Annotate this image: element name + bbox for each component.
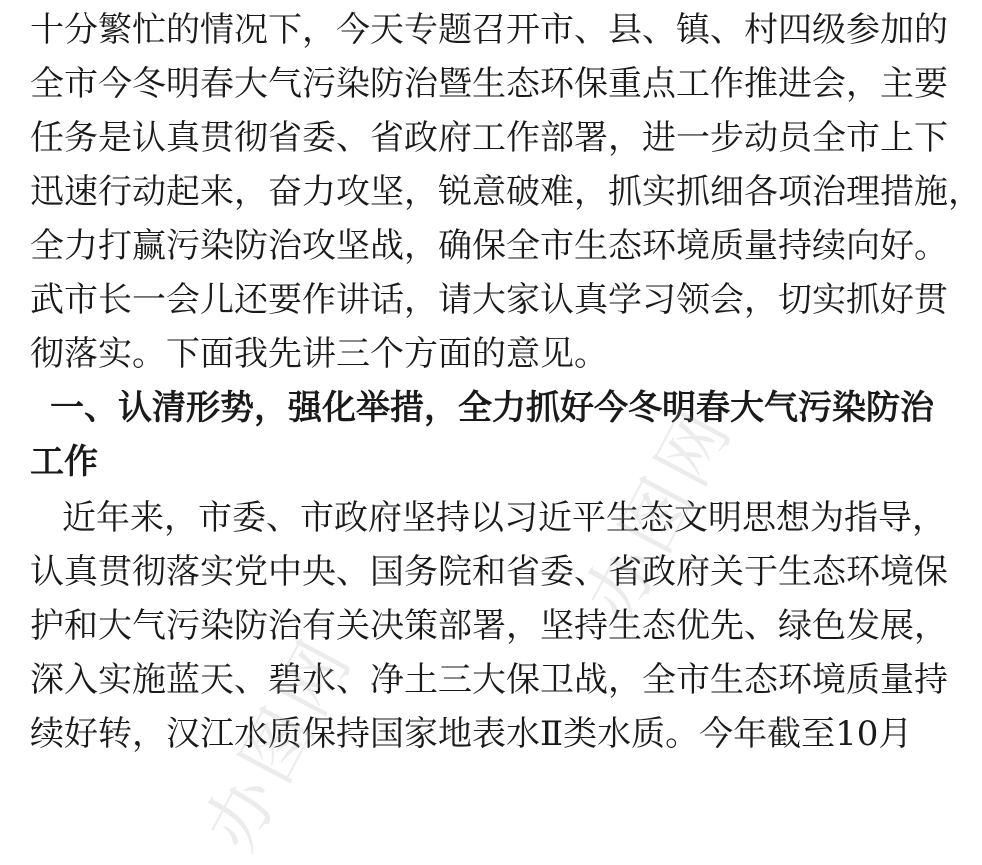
- section-heading-line-1: 一、认清形势，强化举措，全力抓好今冬明春大气污染防治: [50, 388, 934, 428]
- paragraph2-line-1: 近年来，市委、市政府坚持以习近平生态文明思想为指导，: [62, 498, 946, 538]
- watermark-text: 办图网: [569, 393, 749, 633]
- paragraph-line-7: 彻落实。下面我先讲三个方面的意见。: [30, 334, 608, 374]
- paragraph-line-4: 迅速行动起来，奋力攻坚，锐意破难，抓实抓细各项治理措施，: [30, 172, 982, 212]
- watermark-text: 办图网: [189, 623, 369, 863]
- paragraph-line-5: 全力打赢污染防治攻坚战，确保全市生态环境质量持续向好。: [30, 226, 948, 266]
- paragraph2-line-2: 认真贯彻落实党中央、国务院和省委、省政府关于生态环境保: [30, 552, 948, 592]
- paragraph2-line-4: 深入实施蓝天、碧水、净土三大保卫战，全市生态环境质量持: [30, 660, 948, 700]
- paragraph2-line-3: 护和大气污染防治有关决策部署，坚持生态优先、绿色发展，: [30, 606, 948, 646]
- paragraph-line-1: 十分繁忙的情况下，今天专题召开市、县、镇、村四级参加的: [30, 10, 948, 50]
- section-heading-line-2: 工作: [30, 442, 98, 482]
- paragraph-line-6: 武市长一会儿还要作讲话，请大家认真学习领会，切实抓好贯: [30, 280, 948, 320]
- paragraph-line-2: 全市今冬明春大气污染防治暨生态环保重点工作推进会，主要: [30, 64, 948, 104]
- paragraph-line-3: 任务是认真贯彻省委、省政府工作部署，进一步动员全市上下: [30, 118, 948, 158]
- paragraph2-line-5: 续好转，汉江水质保持国家地表水Ⅱ类水质。今年截至10月: [30, 714, 913, 754]
